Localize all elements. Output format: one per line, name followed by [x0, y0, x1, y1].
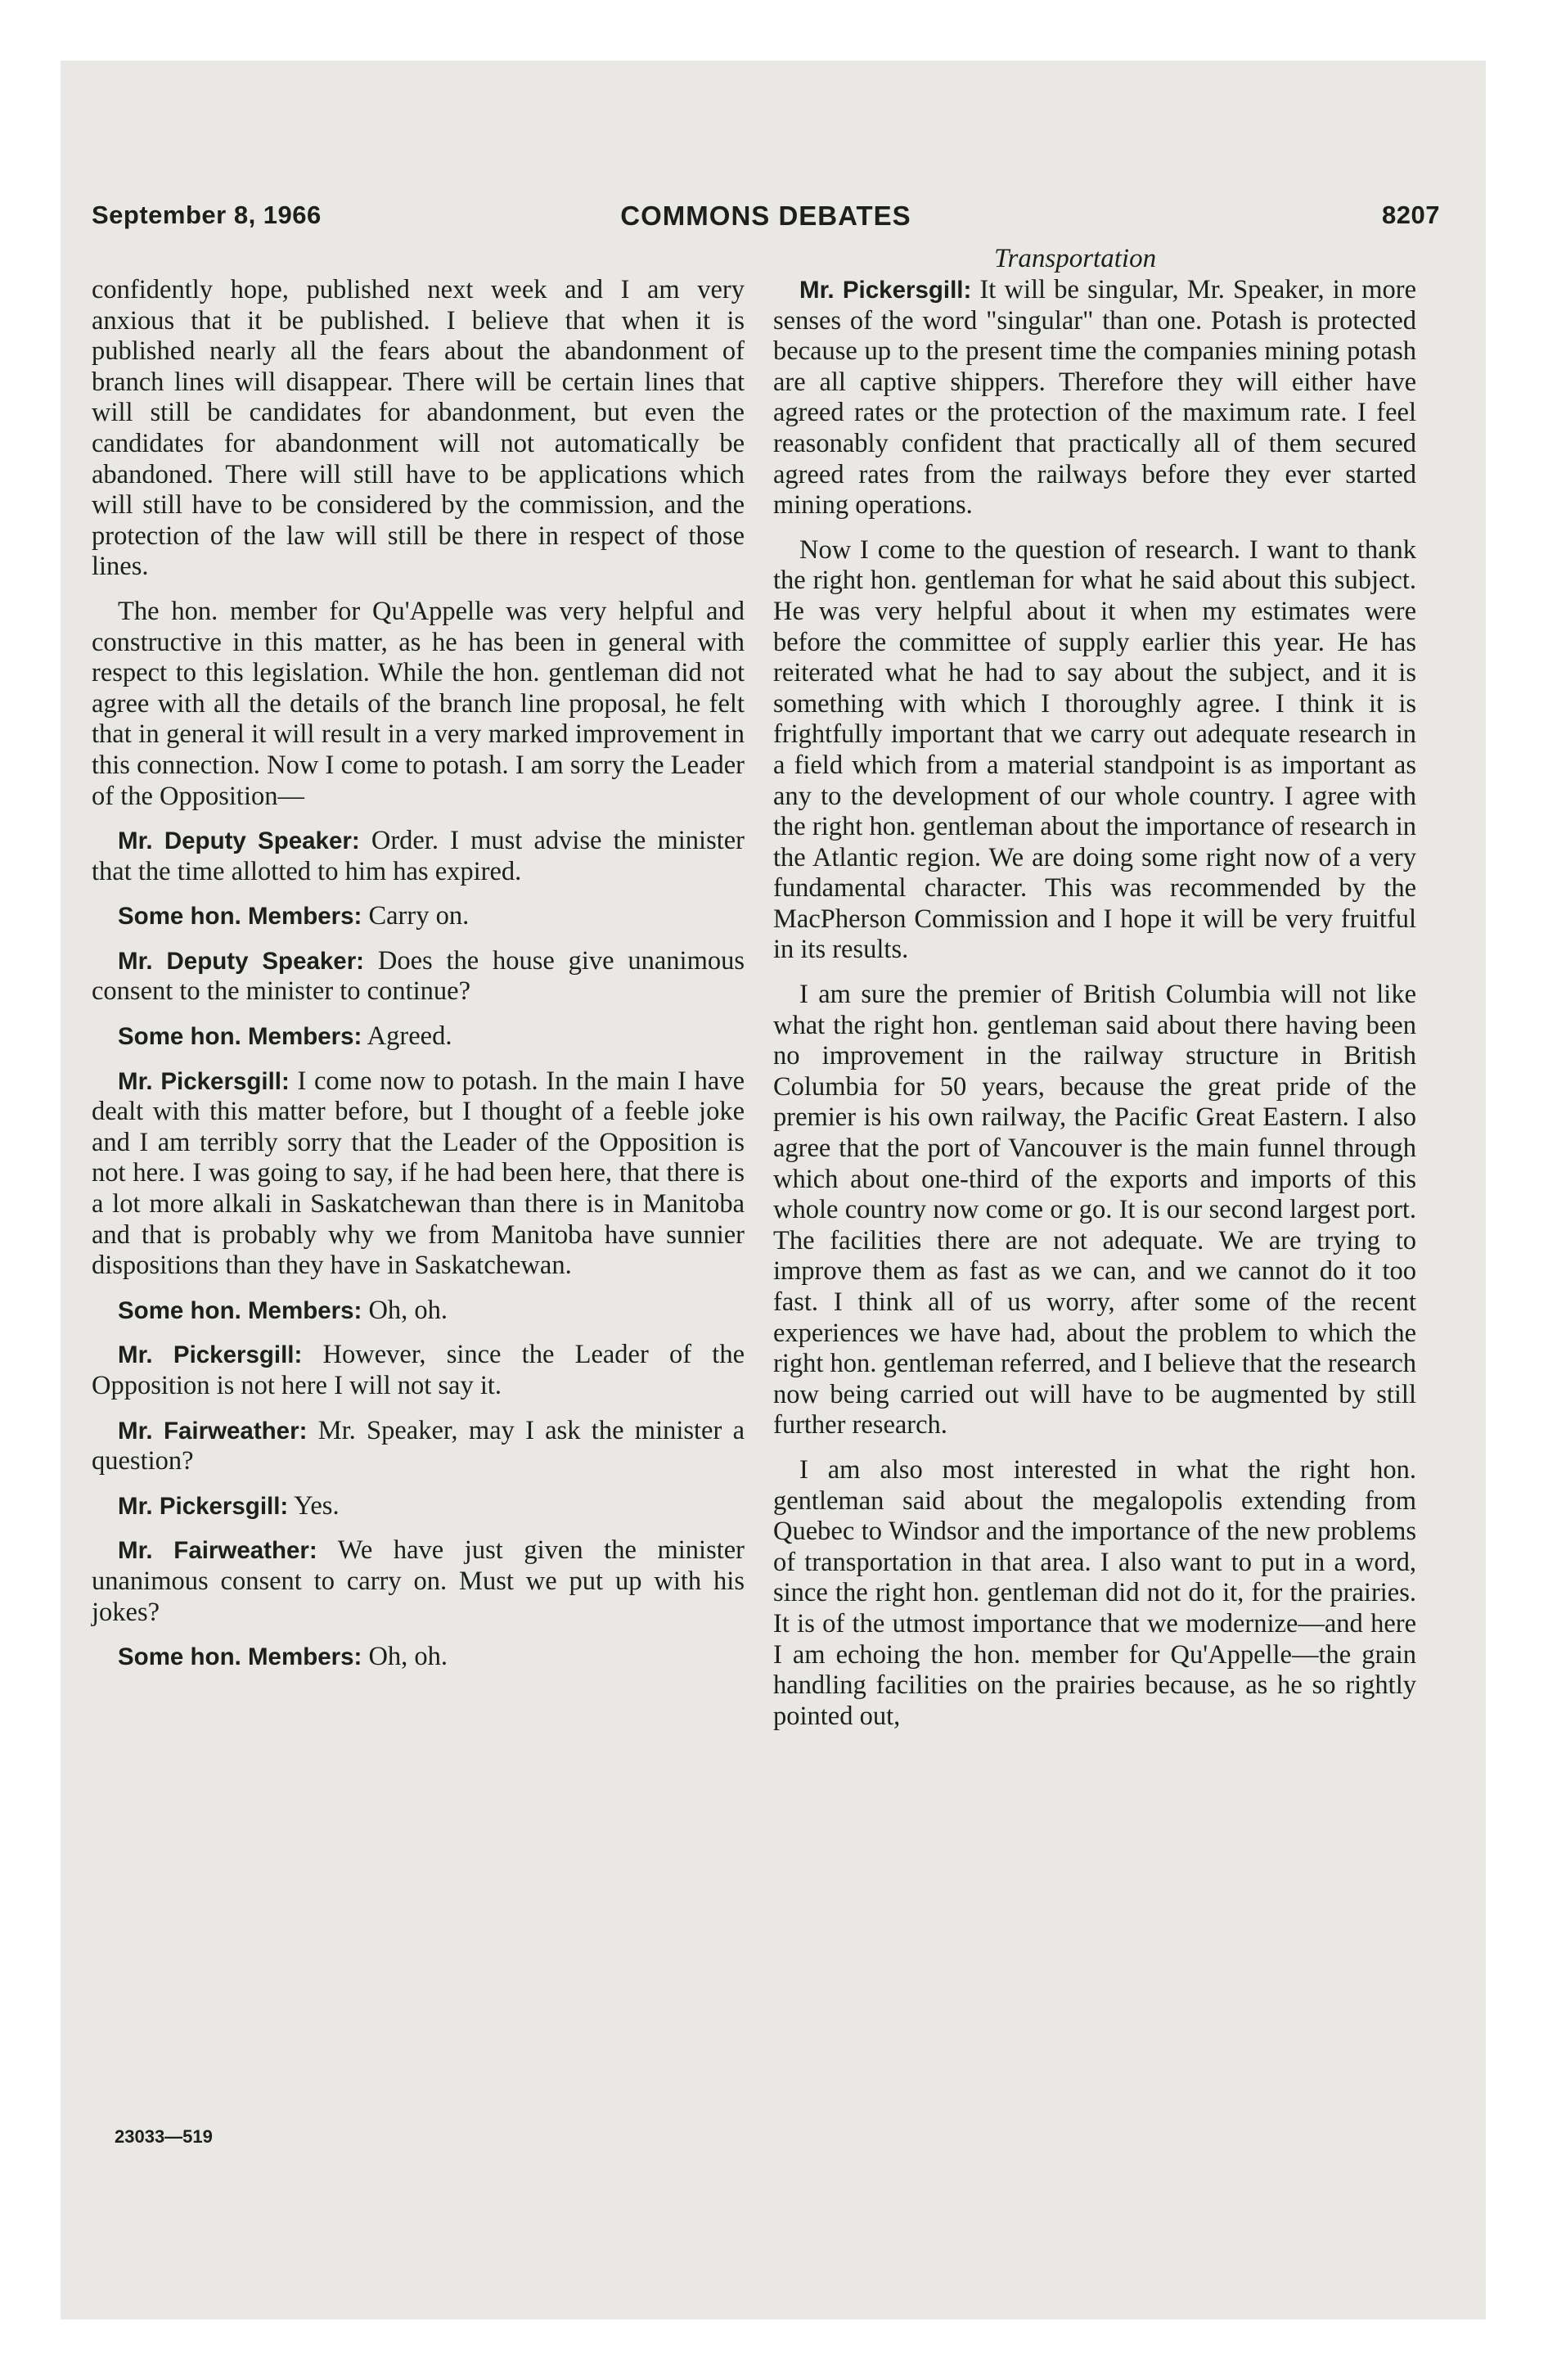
- paragraph-text: I am sure the premier of British Columbia will not like what the right hon. gentleman said about there having been no improvement in the railway structure in British Columbia for 50 years, because the great pride of the premier is his own railway, the Pacific Great Eastern. I also agree that the port of Vancouver is the main funnel through which about one-third of the exports and imports of this whole country now come or go. It is our second largest port. The facilities there are not adequate. We are trying to improve them as fast as we can, and we cannot do it too fast. I think all of us worry, after some of the recent experiences we have had, about the problem to which the right hon. gentleman referred, and I believe that the research now being carried out will have to be augmented by still further research.: [773, 980, 1416, 1440]
- paragraph-text: Agreed.: [367, 1021, 452, 1052]
- paragraph-text: Does the house give unanimous consent to the minister to continue?: [92, 945, 745, 1007]
- right-column: [773, 275, 1416, 1746]
- speaker-name: Some hon. Members:: [118, 1643, 362, 1671]
- paragraph: [92, 826, 745, 887]
- speaker-name: Mr. Fairweather:: [118, 1537, 317, 1565]
- paragraph: [773, 275, 1416, 521]
- paragraph: [92, 1021, 745, 1053]
- paragraph: [92, 275, 745, 583]
- paragraph-text: It will be singular, Mr. Speaker, in more senses of the word "singular" than one. Potash is protected because up to the present time the companies mining potash are all captive shippers. Therefore they will either have agreed rates or the protection of the maximum rate. I feel reasonably confident that practically all of them secured agreed rates from the railways before they ever started mining operations.: [773, 275, 1416, 521]
- speaker-name: Some hon. Members:: [118, 903, 362, 931]
- header-page-number: 8207: [1382, 201, 1440, 229]
- paragraph-text: I come now to potash. In the main I have dealt with this matter before, but I thought of a feeble joke and I am terribly sorry that the Leader of the Opposition is not here. I was going to say, if he had been here, that there is a lot more alkali in Saskatchewan than there is in Manitoba and that is probably why we from Manitoba have sunnier dispositions than they have in Saskatchewan.: [92, 1066, 745, 1281]
- paragraph: [92, 1416, 745, 1477]
- speaker-name: Some hon. Members:: [118, 1023, 362, 1051]
- paragraph: [92, 1340, 745, 1401]
- paragraph-text: Carry on.: [368, 901, 470, 931]
- header-title: COMMONS DEBATES: [620, 201, 911, 231]
- paragraph: [773, 980, 1416, 1441]
- paragraph: [92, 1642, 745, 1673]
- paragraph-text: I am also most interested in what the right hon. gentleman said about the megalopolis extending from Quebec to Windsor and the importance of the new problems of transportation in that area. I also want to put in a word, since the right hon. gentleman did not do it, for the prairies. It is of the utmost importance that we modernize—and here I am echoing the hon. member for Qu'Appelle—the grain handling facilities on the prairies because, as he so rightly pointed out,: [773, 1454, 1416, 1731]
- speaker-name: Mr. Pickersgill:: [799, 277, 972, 304]
- paragraph: [92, 946, 745, 1007]
- paragraph: [92, 1066, 745, 1282]
- paragraph-text: Oh, oh.: [368, 1642, 448, 1672]
- speaker-name: Mr. Pickersgill:: [118, 1067, 290, 1095]
- speaker-name: Mr. Pickersgill:: [118, 1492, 289, 1520]
- paragraph: [92, 901, 745, 932]
- header-date: September 8, 1966: [92, 201, 322, 229]
- speaker-name: Some hon. Members:: [118, 1296, 362, 1324]
- paragraph-text: Order. I must advise the minister that the time allotted to him has expired.: [92, 826, 745, 886]
- speaker-name: Mr. Deputy Speaker:: [118, 947, 365, 975]
- paragraph: [92, 1535, 745, 1628]
- paragraph: [92, 1296, 745, 1327]
- speaker-name: Mr. Fairweather:: [118, 1417, 308, 1445]
- left-column: [92, 275, 745, 1687]
- paragraph-text: We have just given the minister unanimous consent to carry on. Must we put up with his jokes?: [92, 1535, 745, 1627]
- speaker-name: Mr. Deputy Speaker:: [118, 827, 360, 855]
- paragraph: [92, 597, 745, 812]
- paragraph-text: Now I come to the question of research. I want to thank the right hon. gentleman for what he said about this subject. He was very helpful about it when my estimates were before the committee of supply earlier this year. He has reiterated what he had to say about the subject, and it is something with which I thoroughly agree. I think it is frightfully important that we carry out adequate research in a field which from a material standpoint is as important as any to the development of our whole country. I agree with the right hon. gentleman about the importance of research in the Atlantic region. We are doing some right now of a very fundamental character. This was recommended by the MacPherson Commission and I hope it will be very fruitful in its results.: [773, 534, 1416, 965]
- footer-code: 23033—519: [115, 2126, 213, 2147]
- paragraph-text: However, since the Leader of the Opposition is not here I will not say it.: [92, 1340, 745, 1400]
- paragraph-text: Yes.: [294, 1490, 340, 1521]
- page-header: [92, 201, 1440, 241]
- speaker-name: Mr. Pickersgill:: [118, 1341, 303, 1369]
- paragraph: [92, 1491, 745, 1522]
- paragraph: [773, 1455, 1416, 1732]
- paragraph-text: confidently hope, published next week and I am very anxious that it be published. I believe that when it is published nearly all the fears about the abandonment of branch lines will disappear. There will be certain lines that will still be candidates for abandonment, but even the candidates for abandonment will not automatically be abandoned. There will still have to be applications which will still have to be considered by the commission, and the protection of the law will still be there in respect of those lines.: [92, 275, 745, 582]
- paragraph-text: Oh, oh.: [368, 1295, 448, 1325]
- paragraph: [773, 535, 1416, 966]
- paragraph-text: The hon. member for Qu'Appelle was very helpful and constructive in this matter, as he has been in general with respect to this legislation. While the hon. gentleman did not agree with all the details of the branch line proposal, he felt that in general it will result in a very marked improvement in this connection. Now I come to potash. I am sorry the Leader of the Opposition—: [92, 596, 745, 811]
- section-heading: Transportation: [994, 244, 1157, 273]
- paragraph-text: Mr. Speaker, may I ask the minister a question?: [92, 1415, 745, 1476]
